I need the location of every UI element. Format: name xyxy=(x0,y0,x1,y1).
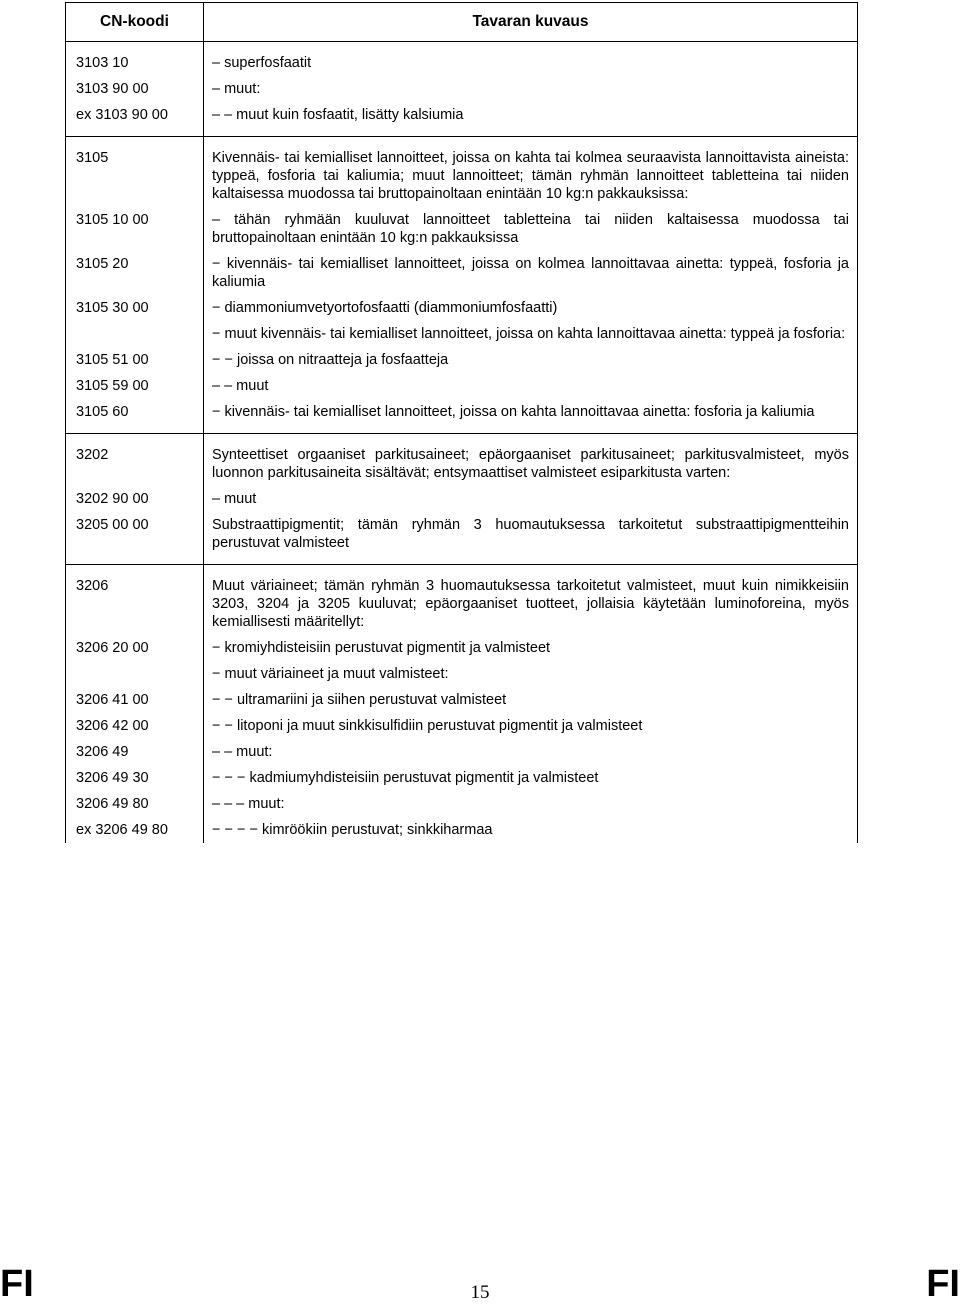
cn-code-cell: 3105 10 00 xyxy=(66,207,204,251)
table-row xyxy=(66,765,858,791)
cn-code-cell: 3105 60 xyxy=(66,399,204,434)
cn-code-cell: 3202 90 00 xyxy=(66,486,204,512)
cn-code-cell: 3105 30 00 xyxy=(66,295,204,321)
table-header-row xyxy=(66,3,858,42)
table-row xyxy=(66,791,858,817)
table-row xyxy=(66,687,858,713)
table-row xyxy=(66,42,858,77)
table-row xyxy=(66,661,858,687)
description-cell: – muut xyxy=(204,486,858,512)
description-cell: − muut väriaineet ja muut valmisteet: xyxy=(204,661,858,687)
description-cell: − kivennäis- tai kemialliset lannoitteet, joissa on kolmea lannoittavaa ainetta: typpeä, fosforia ja kaliumia xyxy=(204,251,858,295)
cn-code-cell: 3105 59 00 xyxy=(66,373,204,399)
table-row xyxy=(66,251,858,295)
description-cell: − − joissa on nitraatteja ja fosfaatteja xyxy=(204,347,858,373)
table-row xyxy=(66,399,858,434)
table-row xyxy=(66,102,858,137)
page-number: 15 xyxy=(470,1282,490,1303)
table-row xyxy=(66,512,858,565)
cn-code-cell: 3105 xyxy=(66,137,204,208)
description-cell: − − litoponi ja muut sinkkisulfidiin perustuvat pigmentit ja valmisteet xyxy=(204,713,858,739)
description-cell: – – muut kuin fosfaatit, lisätty kalsiumia xyxy=(204,102,858,137)
table-row xyxy=(66,321,858,347)
cn-code-cell: 3103 90 00 xyxy=(66,76,204,102)
table-row xyxy=(66,295,858,321)
table-row xyxy=(66,137,858,208)
description-cell: − − ultramariini ja siihen perustuvat valmisteet xyxy=(204,687,858,713)
cn-code-cell: 3206 41 00 xyxy=(66,687,204,713)
description-cell: – – muut xyxy=(204,373,858,399)
table-row xyxy=(66,486,858,512)
header-description: Tavaran kuvaus xyxy=(204,3,858,42)
table-row xyxy=(66,76,858,102)
description-cell: Muut väriaineet; tämän ryhmän 3 huomautuksessa tarkoitetut valmisteet, muut kuin nimikkeisiin 3203, 3204 ja 3205 kuuluvat; epäorgaaniset tuotteet, jollaisia käytetään luminoforeina, myös kemiallisesti määritellyt: xyxy=(204,565,858,636)
table-row xyxy=(66,635,858,661)
cn-code-cell: 3206 49 xyxy=(66,739,204,765)
cn-code-cell: 3205 00 00 xyxy=(66,512,204,565)
table-row xyxy=(66,434,858,487)
description-cell: Kivennäis- tai kemialliset lannoitteet, joissa on kahta tai kolmea seuraavista lannoittavista aineista: typpeä, fosforia tai kaliumia; muut lannoitteet; tämän ryhmän lannoitteet tabletteina tai niiden kaltaisessa muodossa tai bruttopainoltaan enintään 10 kg:n pakkauksissa: xyxy=(204,137,858,208)
description-cell: – – – muut: xyxy=(204,791,858,817)
cn-code-cell: 3206 20 00 xyxy=(66,635,204,661)
footer-language-right: FI xyxy=(926,1263,960,1305)
cn-code-cell: 3206 42 00 xyxy=(66,713,204,739)
description-cell: Synteettiset orgaaniset parkitusaineet; epäorgaaniset parkitusaineet; parkitusvalmisteet, myös luonnon parkitusaineita sisältävät; entsymaattiset valmisteet esiparkitusta varten: xyxy=(204,434,858,487)
cn-code-cell: 3206 xyxy=(66,565,204,636)
cn-code-cell: 3105 20 xyxy=(66,251,204,295)
table-row xyxy=(66,713,858,739)
cn-code-cell: 3105 51 00 xyxy=(66,347,204,373)
description-cell: − kivennäis- tai kemialliset lannoitteet, joissa on kahta lannoittavaa ainetta: fosforia ja kaliumia xyxy=(204,399,858,434)
table-body xyxy=(66,42,858,844)
description-cell: − − − − kimröökiin perustuvat; sinkkiharmaa xyxy=(204,817,858,843)
table-row xyxy=(66,565,858,636)
description-cell: − muut kivennäis- tai kemialliset lannoitteet, joissa on kahta lannoittavaa ainetta: typpeä ja fosforia: xyxy=(204,321,858,347)
description-cell: – – muut: xyxy=(204,739,858,765)
cn-code-cell: 3206 49 30 xyxy=(66,765,204,791)
table-row xyxy=(66,347,858,373)
description-cell: – superfosfaatit xyxy=(204,42,858,77)
table-row xyxy=(66,817,858,843)
table-row xyxy=(66,207,858,251)
cn-code-cell: ex 3103 90 00 xyxy=(66,102,204,137)
header-cn-code: CN-koodi xyxy=(66,3,204,42)
cn-code-cell xyxy=(66,321,204,347)
cn-code-table xyxy=(65,2,858,843)
table-row xyxy=(66,739,858,765)
description-cell: – tähän ryhmään kuuluvat lannoitteet tabletteina tai niiden kaltaisessa muodossa tai bruttopainoltaan enintään 10 kg:n pakkauksissa xyxy=(204,207,858,251)
cn-code-cell xyxy=(66,661,204,687)
description-cell: Substraattipigmentit; tämän ryhmän 3 huomautuksessa tarkoitetut substraattipigmentteihin perustuvat valmisteet xyxy=(204,512,858,565)
cn-code-cell: ex 3206 49 80 xyxy=(66,817,204,843)
table-row xyxy=(66,373,858,399)
description-cell: – muut: xyxy=(204,76,858,102)
footer-language-left: FI xyxy=(0,1263,34,1305)
description-cell: − − − kadmiumyhdisteisiin perustuvat pigmentit ja valmisteet xyxy=(204,765,858,791)
cn-code-cell: 3206 49 80 xyxy=(66,791,204,817)
cn-code-cell: 3103 10 xyxy=(66,42,204,77)
description-cell: − kromiyhdisteisiin perustuvat pigmentit ja valmisteet xyxy=(204,635,858,661)
description-cell: − diammoniumvetyortofosfaatti (diammoniumfosfaatti) xyxy=(204,295,858,321)
cn-code-cell: 3202 xyxy=(66,434,204,487)
